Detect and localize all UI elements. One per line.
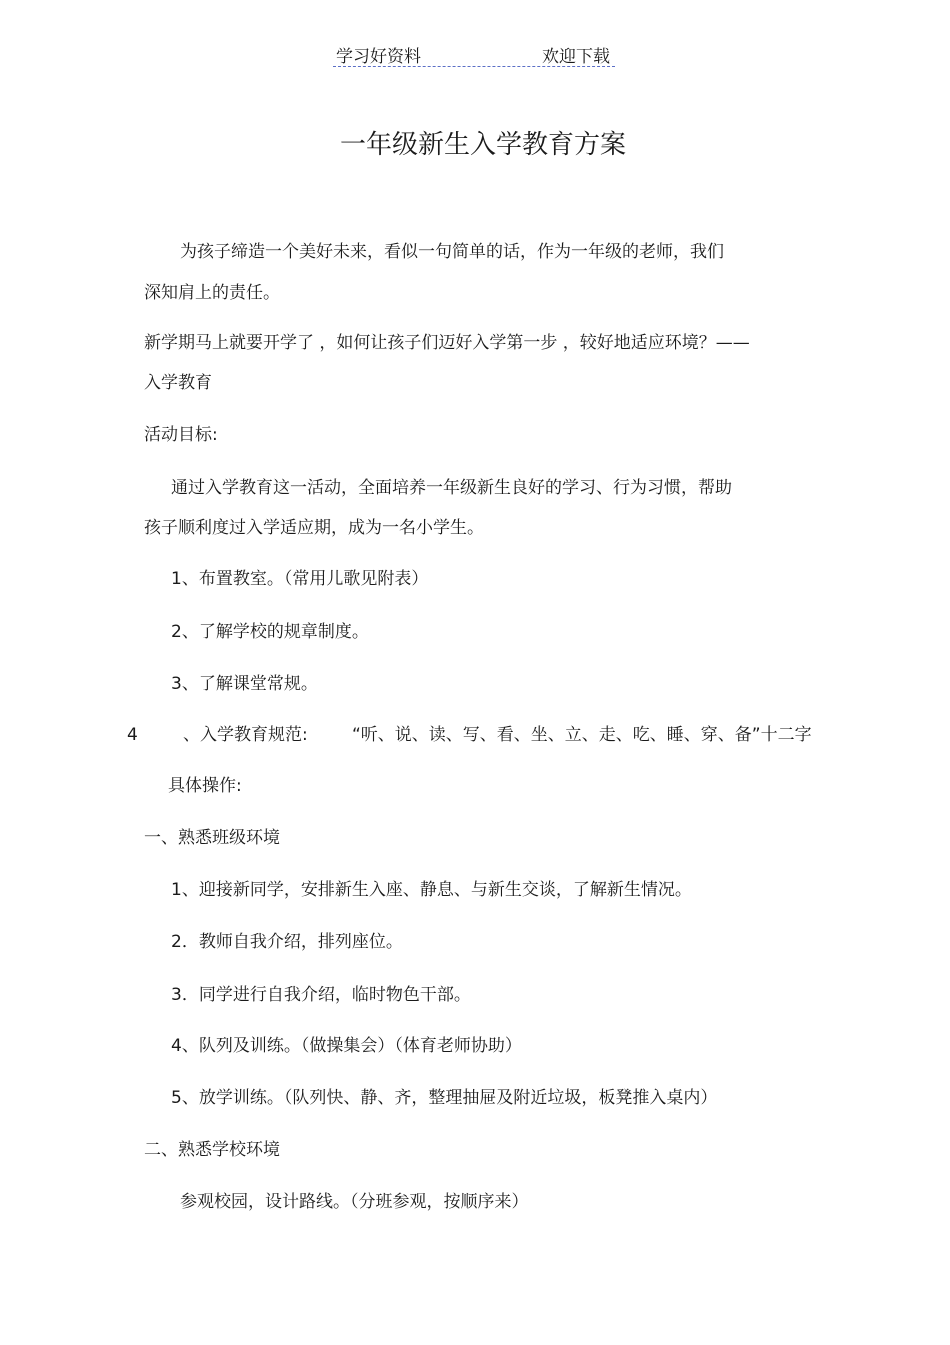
goal-heading: 活动目标: (144, 425, 218, 445)
document-title: 一年级新生入学教育方案 (339, 130, 626, 160)
goal-line-1: 通过入学教育这一活动，全面培养一年级新生良好的学习、行为习惯，帮助 (171, 478, 732, 498)
section-1-item-2: 2．教师自我介绍，排列座位。 (171, 932, 403, 952)
section-1-item-1: 1、迎接新同学，安排新生入座、静息、与新生交谈，了解新生情况。 (171, 880, 692, 900)
goal-item-2: 2、了解学校的规章制度。 (171, 622, 369, 642)
section-1-item-4: 4、队列及训练。（做操集会）（体育老师协助） (171, 1036, 522, 1056)
goal-item-1: 1、布置教室。（常用儿歌见附表） (171, 569, 429, 589)
section-1-item-3: 3．同学进行自我介绍，临时物色干部。 (171, 985, 471, 1005)
goal-item-4-number: 4 (127, 725, 138, 745)
header-left-text: 学习好资料 (336, 47, 421, 67)
operations-heading: 具体操作: (168, 776, 242, 796)
intro-line-4: 入学教育 (144, 373, 212, 393)
section-2-text: 参观校园，设计路线。（分班参观，按顺序来） (180, 1192, 529, 1212)
header-right-text: 欢迎下载 (542, 47, 610, 67)
goal-item-4-text: “听、说、读、写、看、坐、立、走、吃、睡、穿、备”十二字 (352, 725, 812, 745)
goal-line-2: 孩子顺利度过入学适应期，成为一名小学生。 (144, 518, 484, 538)
goal-item-4-label: 、入学教育规范: (183, 725, 308, 745)
goal-item-3: 3、了解课堂常规。 (171, 674, 318, 694)
intro-line-1: 为孩子缔造一个美好未来，看似一句简单的话，作为一年级的老师，我们 (180, 242, 724, 262)
section-1-item-5: 5、放学训练。（队列快、静、齐，整理抽屉及附近垃圾，板凳推入桌内） (171, 1088, 718, 1108)
intro-line-3: 新学期马上就要开学了 ，如何让孩子们迈好入学第一步 ，较好地适应环境？—— (144, 333, 750, 353)
intro-line-2: 深知肩上的责任。 (144, 283, 280, 303)
section-1-title: 一、熟悉班级环境 (144, 828, 280, 848)
page-header (333, 40, 615, 67)
section-2-title: 二、熟悉学校环境 (144, 1140, 280, 1160)
